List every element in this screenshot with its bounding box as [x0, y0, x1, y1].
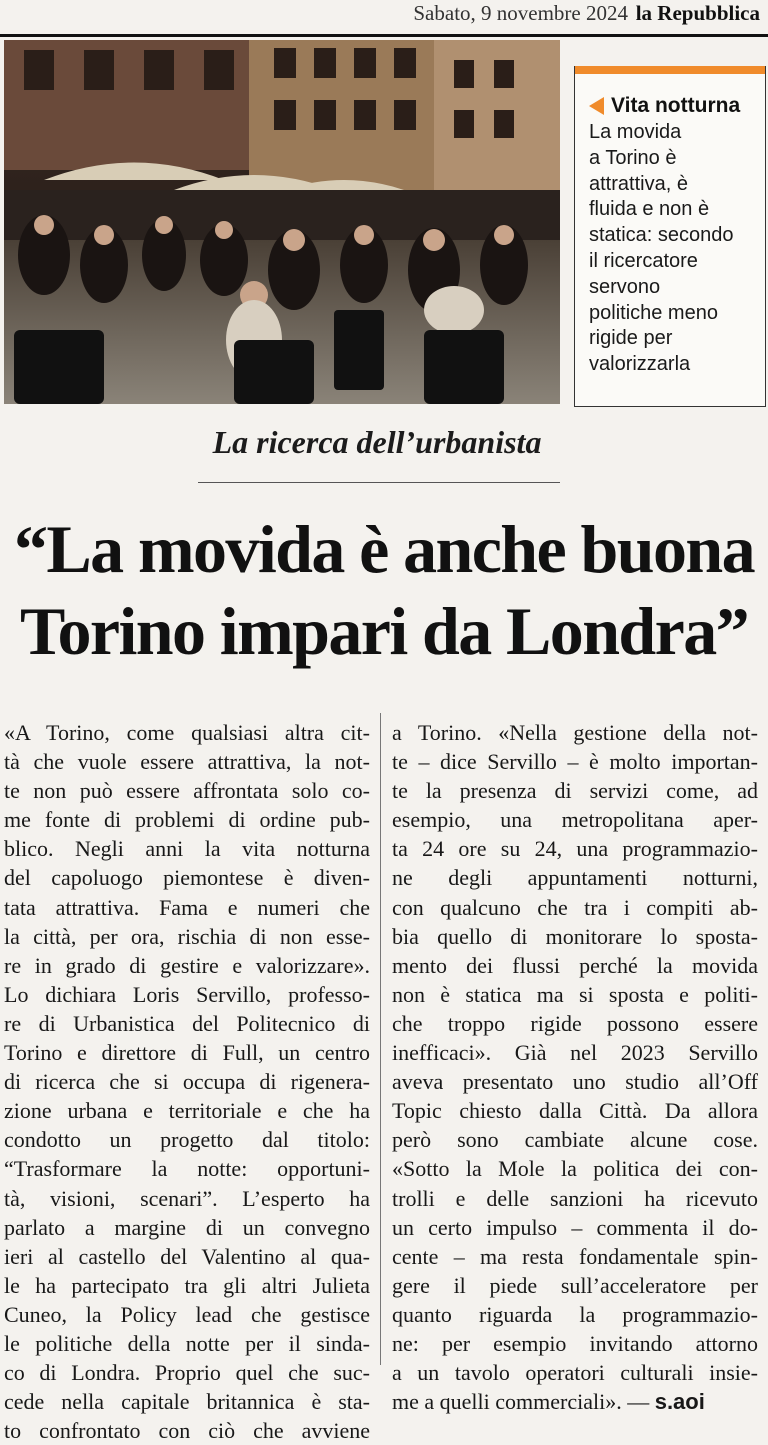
caption-line: rigide per — [589, 327, 673, 350]
caption-arrow-icon — [589, 97, 604, 115]
article-line: la città, per ora, rischia di non esse- — [4, 923, 370, 949]
caption-line: valorizzarla — [589, 353, 691, 376]
article-line: ieri al castello del Valentino al qua- — [4, 1243, 370, 1269]
article-line: tata attrattiva. Fama e numeri che — [4, 894, 370, 920]
article-line: un certo impulso – commenta il do- — [392, 1214, 758, 1240]
caption-line: servono — [589, 275, 661, 298]
article-line: trolli e delle sanzioni ha ricevuto — [392, 1185, 758, 1211]
nightlife-photo — [4, 40, 560, 404]
article-line: Lo dichiara Loris Servillo, professo- — [4, 981, 370, 1007]
article-line: «Sotto la Mole la politica dei con- — [392, 1156, 758, 1182]
article-line: bia quello di monitorare lo sposta- — [392, 923, 758, 949]
article-line: parlato a margine di un convegno — [4, 1214, 370, 1240]
article-line: gere il piede sull’acceleratore per — [392, 1272, 758, 1298]
article-line: «A Torino, come qualsiasi altra cit- — [4, 720, 370, 745]
article-line: te – dice Servillo – è molto importan- — [392, 749, 758, 775]
article-line: le ha partecipato tra gli altri Julieta — [4, 1272, 370, 1298]
article-line: zione urbana e territoriale e che ha — [4, 1098, 370, 1124]
article-column-left — [4, 718, 370, 1445]
article-line: mento dei flussi perché la movida — [392, 952, 758, 978]
caption-line: statica: secondo — [589, 224, 734, 247]
caption-line: fluida e non è — [589, 198, 710, 221]
article-line: aveva presentato uno studio all’Off — [392, 1069, 758, 1095]
newspaper-name: la Repubblica — [635, 1, 760, 25]
article-line: con qualcuno che tra i compiti ab- — [392, 894, 758, 920]
headline — [0, 508, 768, 672]
article-line: condotto un progetto dal titolo: — [4, 1127, 370, 1153]
article-line: tà, visioni, scenari”. L’esperto ha — [4, 1185, 370, 1211]
article-line: ta 24 ore su 24, una programmazio- — [392, 836, 758, 862]
article-line: blico. Negli anni la vita notturna — [4, 836, 370, 862]
article-line: a un tavolo operatori culturali insie- — [392, 1360, 758, 1386]
article-line: esempio, una metropolitana aper- — [392, 807, 758, 833]
article-line: me a quelli commerciali». — s.aoi — [392, 1389, 705, 1415]
article-line: Cuneo, la Policy lead che gestisce — [4, 1301, 370, 1327]
article-line: non è statica ma si sposta e politi- — [392, 981, 758, 1007]
caption-line: attrattiva, è — [589, 172, 688, 195]
masthead — [0, 0, 768, 32]
article-line: ne degli appuntamenti notturni, — [392, 865, 758, 891]
article-line: cede nella capitale britannica è sta- — [4, 1389, 370, 1415]
kicker: La ricerca dell’urbanista — [212, 424, 542, 460]
article-line: inefficaci». Già nel 2023 Servillo — [392, 1040, 758, 1066]
article-line: che troppo rigide possono essere — [392, 1010, 758, 1036]
caption-body — [589, 120, 757, 378]
article-line: però sono cambiate alcune cose. — [392, 1127, 758, 1153]
article-line: re in grado di gestire e valorizzare». — [4, 952, 370, 978]
caption-line: a Torino è — [589, 146, 677, 169]
author-signature: s.aoi — [654, 1389, 705, 1415]
column-divider — [380, 713, 381, 1365]
caption-accent-bar — [575, 66, 765, 74]
article-line: del capoluogo piemontese è diven- — [4, 865, 370, 891]
article-line: te non può essere affrontata solo co- — [4, 778, 370, 804]
article-line: Torino e direttore di Full, un centro — [4, 1040, 370, 1066]
article-line: ne: per esempio invitando attorno — [392, 1330, 758, 1356]
caption-title — [589, 94, 765, 118]
article-line: “Trasformare la notte: opportuni- — [4, 1156, 370, 1182]
kicker-rule — [198, 482, 560, 483]
caption-line: La movida — [589, 121, 682, 143]
caption-title-text: Vita notturna — [611, 94, 741, 117]
article-line: Topic chiesto dalla Città. Da allora — [392, 1098, 758, 1124]
article-line: re di Urbanistica del Politecnico di — [4, 1010, 370, 1036]
article-line: me fonte di problemi di ordine pub- — [4, 807, 370, 833]
headline-line: Torino impari da Londra” — [19, 593, 749, 669]
publication-date: Sabato, 9 novembre 2024 — [413, 1, 628, 25]
article-line: te la presenza di servizi come, ad — [392, 778, 758, 804]
caption-line: politiche meno — [589, 301, 718, 324]
article-line: a Torino. «Nella gestione della not- — [392, 720, 758, 745]
headline-line: “La movida è anche buona — [14, 511, 754, 587]
article-line: quanto riguarda la programmazio- — [392, 1301, 758, 1327]
article-line: co di Londra. Proprio quel che suc- — [4, 1360, 370, 1386]
photo-caption — [574, 66, 766, 407]
article-line: to confrontato con ciò che avviene — [4, 1418, 370, 1444]
article-column-right — [392, 718, 758, 1416]
article-line: le politiche della notte per il sinda- — [4, 1330, 370, 1356]
article-line: cente – ma resta fondamentale spin- — [392, 1243, 758, 1269]
article-line: di ricerca che si occupa di rigenera- — [4, 1069, 370, 1095]
masthead-rule — [0, 34, 768, 37]
caption-line: il ricercatore — [589, 249, 698, 272]
article-line: tà che vuole essere attrattiva, la not- — [4, 749, 370, 775]
